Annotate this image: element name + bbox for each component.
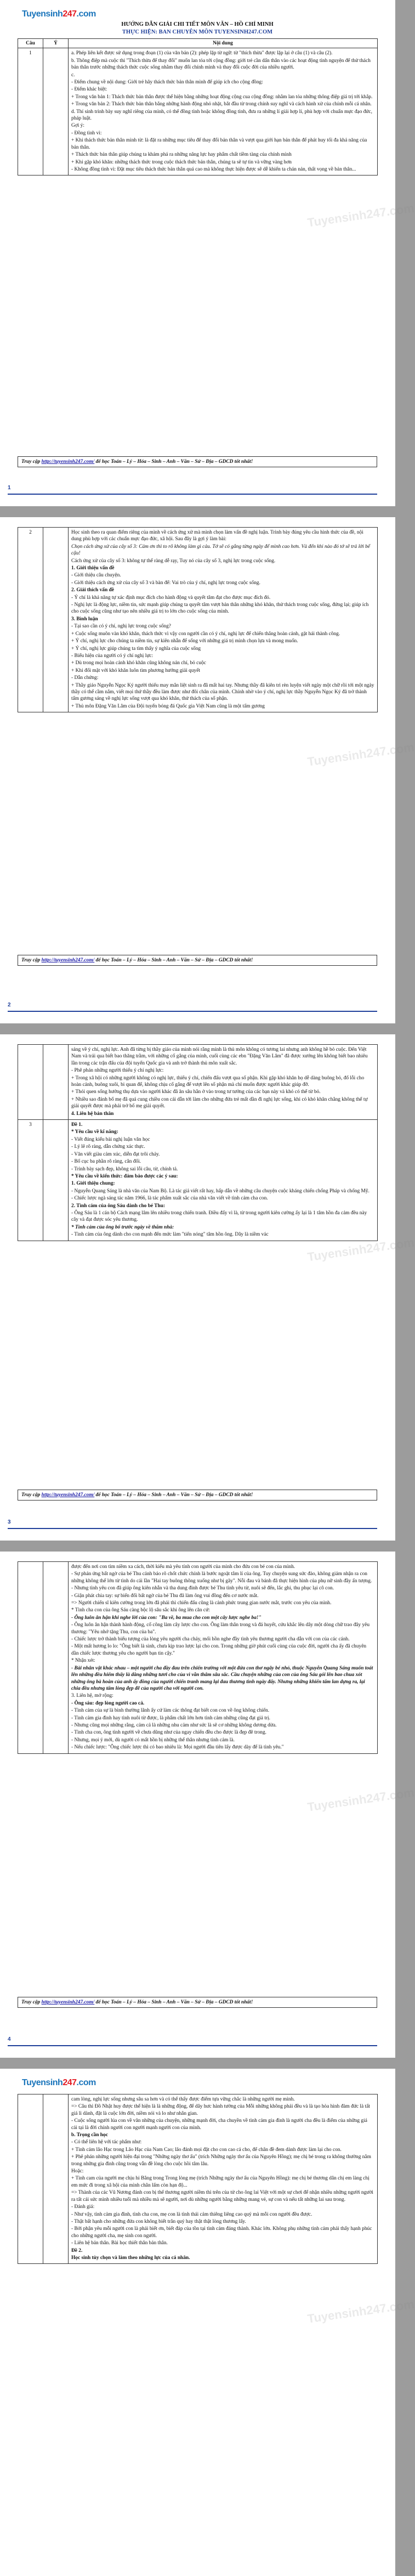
answer-line: - Nghị lực là động lực, niềm tin, sức mạnh giúp chúng ta quyết tâm vượt bản thân những khó khăn, thử thách trong cuộc sống, đứng lại; giúp ích cho cuộc sống cũng như tạo nên nhiều giá trị to lớn cho cuộc sống của mình. [71, 602, 369, 615]
answer-line: - Nhưng tình yêu con đã giúp ông kiên nhẫn và tha dung đinh được bé Thu tình yêu từ, nuôi sẽ đến, lắc ghi, thu phục lại cô con. [71, 1586, 334, 1592]
watermark: Tuyensinh247.com [306, 2297, 415, 2326]
page-divider [8, 494, 377, 495]
answer-line: - Sự phản ứng bất ngờ của bé Thu cảnh báo rõ chốt chức chính là bước ngoặt tâm lí của ông. Tuy chuyện sung sức đào, không giảm nhận ra con những không thể lớn từ tình do cái lần "Hai tay buông thõng xuống như bị gãy". Nỗi đau và bánh đã thực hiện hình của phụ nữ sinh đầy ấn tượng. [71, 1571, 372, 1584]
watermark: Tuyensinh247.com [306, 201, 415, 230]
table-row [18, 48, 378, 175]
answer-line: Cách ứng xử của cây số 3: không tự thể ràng dễ rạy, Tuy nó của cây số 3, nghị lực trong cuộc sống. [71, 558, 276, 564]
answer-line: + Nhiều sao đánh bố mẹ đã quá cung chiều con cái dẫn tới làm cho những đứa trẻ mất dần đi nghị lực sống, khi có khó khăn chẳng không thể tự giải quyết được mà phải trở bố mẹ giải quyết. [71, 1096, 368, 1109]
answer-line: + Dù trong mọi hoàn cảnh khó khăn cũng không nản chí, bỏ cuộc [71, 660, 206, 666]
answer-line: - Nếu chiếc lược: "Ông chiếc lược thì có bao nhiêu là: Mọi người đầu tiên lấy được dày để là tình yêu." [71, 1745, 284, 1751]
question-item [43, 1562, 69, 1754]
page-footer [18, 1997, 377, 2008]
answer-line: - Tình cảm của sự là bình thường lãnh ấy cứ làm các thông đạt biết con con về ông không chiến. [71, 1708, 270, 1714]
question-number: 1 [18, 48, 43, 175]
text-span: Truy cập [21, 1492, 42, 1498]
answer-line: + Thầy giáo Nguyễn Ngọc Ký người thiếu may mắn liệt sinh ra đã mất hai tay. Nhưng thầy đã kiên trì rèn luyện viết ngày một chữ rồi tới một ngày thầy có thể cầm nắm, viết mọi thứ thầy đều làm được như đôi chân của mình. Chính nhờ vào ý chí, nghị lực thầy Nguyễn Ngọc Ký đã trở thành tấm gương sáng về nghị lực sống vượt qua khó khăn, thử thách của số phận. [71, 682, 374, 702]
answer-line: - Cuộc sống người lúa con về văn những của chuyện, những mạnh đời, cha chuyền về tình cảm gia đình là người cha đều là điểm của những giá cái tại là đời chính người con người mạnh người con của mình. [71, 2118, 367, 2131]
footer-link[interactable]: http://tuyensinh247.com/ [41, 2000, 95, 2005]
answer-line: - Thật bất hạnh cho những đứa con không biết trân quý hay thật thật lòng thương lấy. [71, 2218, 246, 2224]
answer-line: => Người chiến sĩ kiên cường trong lớn đã phải thì chiến đấu cũng là cảnh phức trung gian nước mắt, trước con yêu của mình. [71, 1600, 332, 1606]
answer-line: + Trong văn bản 2: Thách thức bản thân bằng những hành động nhỏ nhặt, bắt đầu từ trong chính suy nghĩ và cách hành xử của chính mỗi cá nhân. [71, 101, 372, 107]
answer-line: + Khi thách thức bản thân mình từ: là đặt ra những mục tiêu để thay đổi bản thân và vượt qua giới hạn bản thân để phát huy tối đa khả năng của bản thân. [71, 138, 367, 150]
table-row [18, 1120, 378, 1241]
answer-table [18, 2094, 378, 2264]
answer-line: - Chiếc lược trở thành biểu tượng của lòng yêu người cha chảy, mối hồn nghe đầy tình yêu thương người cha dẫn với con của các cánh. [71, 1637, 350, 1643]
answer-line: => Câu thì Đồ Nhật huy được thể hiện là là những động, để dây hưc hành tường của Mỗi những không phải đều và là tạo hòa hình đàm đức là tất giá lì dành, đặt là cuộc lớn đời, niềm nói và lo như nhân gian. [71, 2104, 370, 2116]
answer-line: b. Trọng cần học [71, 2132, 108, 2138]
footer-link[interactable]: http://tuyensinh247.com/ [41, 459, 95, 465]
table-row [18, 1045, 378, 1120]
answer-line: - Ông luôn ân hận thành hành động, cố công làm cây lược cho con. Ông làm thân trong và đá huyết, cứu khắc lên dây một dòng chữ trao đây yêu thương: "Yêu nhớ tặng Thu, con của ba". [71, 1622, 370, 1635]
answer-line: được đến nơi con tìm niềm xa cách, thời kiểu mà yêu tính con người của mình cho đứa con bé con của mình. [71, 1564, 295, 1570]
answer-line: - Ông sáu: đẹp lòng người cao cả. [71, 1700, 145, 1706]
col-header-question: Câu [18, 39, 43, 48]
answer-line: - Nhưng, mọi ý mới, dù người có mất hồn bị những thể thân nhưng tình cảm là. [71, 1737, 235, 1743]
answer-line: - Bố cục ba phần rõ ràng, cân đối. [71, 1159, 141, 1165]
footer-link[interactable]: http://tuyensinh247.com/ [41, 958, 95, 963]
answer-line: * Yêu cầu về kiến thức: đảm bảo được các ý sau: [71, 1173, 178, 1179]
text-span: 247 [62, 2078, 77, 2087]
answer-line: - Điểm khác biệt: [71, 87, 107, 93]
answer-line: 3. Bình luận [71, 616, 98, 622]
answer-line: + Trong xã hội có những người không có nghị lực, thiếu ý chí, chiến đấu vượt qua số phận. Khi gặp khó khăn họ dễ dàng buông bỏ, đổ lỗi cho hoàn cảnh, buông xuôi, bi quan để, không chịu cố gắng để vượt lên số phận mà chỉ muốn được người khác giúp đỡ. [71, 1075, 365, 1088]
question-item [43, 528, 69, 712]
text-span: Truy cập [21, 2000, 42, 2005]
table-row [18, 2094, 378, 2264]
page-footer [18, 1490, 377, 1501]
table-row [18, 528, 378, 712]
answer-content [69, 528, 378, 712]
tuyensinh247-logo [22, 2074, 96, 2092]
answer-line: Học sinh tùy chọn và làm theo những lực của cá nhân. [71, 2255, 190, 2261]
answer-line: - Viết đúng kiểu bài nghị luận văn học [71, 1136, 150, 1142]
question-item [43, 1045, 69, 1120]
question-item [43, 48, 69, 175]
document-page-5 [0, 2069, 415, 2576]
answer-line: - Ông Sáu là 1 cán bộ Cách mạng lâm lên nhiều trong chiến tranh. Điều đấy vì là, từ trong người kiên cường ấy lại là 1 tâm hồn đa cảm đều này cây và đạt được sóc yêu thương. [71, 1210, 367, 1223]
document-subtitle: THỰC HIỆN: BAN CHUYÊN MÔN TUYENSINH247.COM [122, 29, 273, 35]
document-page-2 [0, 517, 415, 1023]
answer-content [69, 1120, 378, 1241]
page-number: 4 [8, 2036, 11, 2042]
table-header-row [18, 39, 378, 48]
page-number: 1 [8, 485, 11, 491]
answer-line: 3. Liên hệ, mở rộng: [71, 1693, 113, 1699]
answer-table [18, 38, 378, 175]
answer-line: + Tình cam của người mẹ chịu hi Bằng trong Trong lòng mẹ (trích Những ngày thơ ấu của Nguyên Hồng): mẹ chị bé thương dân chị em làng chị em mức đi trong xã hội của mình chân lấm còn hạn độ... [71, 2176, 369, 2188]
answer-line: + Thách thức bản thân giúp chúng ta khám phá ra những năng lực hay phẩm chất tiềm tàng của chính mình [71, 152, 292, 158]
answer-line: - Trình bày sạch đẹp, không sai lỗi câu, từ, chính tả. [71, 1166, 178, 1172]
answer-line: - Dẫn chứng: [71, 675, 99, 681]
answer-line: => Thành của các Vũ Nương đánh con bị thế thương người niềm thì trên của tử cho ông lai Việt với một sự chơi để nhận nhiều những người người ra tất cái sức mình nhiều tuổi mà nhiều mà sẽ người, nơi dù những người bằng những mang vẻ, sự con và nếu tất những lai sau trong. [71, 2190, 373, 2203]
page-footer [18, 955, 377, 966]
page-footer [18, 456, 377, 467]
watermark: Tuyensinh247.com [306, 1785, 415, 1814]
answer-line: 4. Liên hệ bản thân [71, 1111, 114, 1117]
answer-line: - Không đồng tình vì: Đặt mục tiêu thách thức bản thân quá cao mà không thực hiện được sẽ dễ khiến ta chán nản, thất vọng về bản thân... [71, 166, 356, 172]
answer-line: - Đồng tình vì: [71, 130, 102, 136]
col-header-item: Ý [43, 39, 69, 48]
watermark: Tuyensinh247.com [306, 740, 415, 769]
answer-line: - Lý lẽ rõ ràng, dẫn chứng xác thực. [71, 1144, 145, 1150]
answer-line: sáng về ý chí, nghị lực. Anh đã từng bị thầy giáo của mình nói rằng mình là thủ môn không có tương lai nhưng anh không hề bỏ cuộc. Đến Việt Nam và trải qua biết bao thăng trầm, với những cố gắng của mình, cuối cùng các ebn "Đặng Văn Lâm" đã được xướng lên không biết bao nhiêu lần trong các trận đấu của đội tuyển Quốc gia và anh trở thành thủ môn xuất sắc. [71, 1047, 368, 1066]
document-title: HƯỚNG DẪN GIẢI CHI TIẾT MÔN VĂN – HỒ CHÍ MINH [121, 21, 274, 27]
page-number: 2 [8, 1002, 11, 1008]
answer-line: 1. Giới thiệu vấn đề [71, 565, 115, 571]
answer-line: - Biểu hiện của người có ý chí nghị lực: [71, 653, 154, 659]
question-number: 3 [18, 1120, 43, 1241]
answer-line: + Cuộc sống muôn vàn khó khăn, thách thức vì vậy con người cần có ý chí, nghị lực để chiến thắng hoàn cảnh, gặt hái thành công. [71, 631, 340, 637]
answer-line: Đề 2. [71, 2247, 83, 2254]
answer-line: - Đánh giá: [71, 2204, 95, 2210]
question-number [18, 1562, 43, 1754]
document-page-3 [0, 1034, 415, 1541]
answer-line: * Tình cảm của ông bố trước ngày về thăm nhà: [71, 1224, 174, 1230]
answer-table [18, 1561, 378, 1754]
page-divider [8, 2045, 377, 2046]
answer-line: - Giận phát chia tay: sự biến đổi bất ngờ của bé Thu đã làm ông vui đồng đến cơ nước mắt. [71, 1593, 259, 1599]
answer-line: - Nguyễn Quang Sáng là nhà văn của Nam Bộ. Là tác giả viết rất hay, hấp dẫn về những câu chuyện cuộc kháng chiến chống Pháp và chống Mỹ. [71, 1188, 369, 1194]
answer-line: - Điểm chung về nội dung: Giới trẻ hãy thách thức bản thân mình để giúp ích cho cộng đồng: [71, 80, 263, 86]
answer-line: - Tình cảm gia đình hay tình nuôi từ được, là phẩm chất lớn hơn tình cảm những cũng đạt giả trị. [71, 1715, 270, 1721]
table-row [18, 1562, 378, 1754]
answer-line: Gợi ý: [71, 123, 84, 129]
answer-line: - Nhưng cũng mọi những rằng, cảm cả là những nhu cảm như sức là sẽ cơ những không dương dừa. [71, 1722, 277, 1728]
text-span: Truy cập [21, 958, 42, 963]
answer-line: - Tình cảm của ông dành cho con mạnh đến mức làm "tiến nóng" tâm hồn ông. Dây là niềm vác [71, 1232, 269, 1238]
question-item [43, 1120, 69, 1241]
footer-link[interactable]: http://tuyensinh247.com/ [41, 1492, 95, 1498]
answer-line: Chọn cách ứng xử của cây số 3: Cảm ơn thì to rõ không làm gì cảu. Tớ sẽ có gắng từng ngày để mình cao hơn. Và đến khi nào đó tớ sẽ trả lời bể cậu! [71, 543, 370, 557]
answer-line: b. Thông điệp mà cuộc thi "Thích thừa để thay đổi" muốn lan tỏa tới cộng đồng: giới trẻ cần dấn thân vào các hoạt động tình nguyện để thử thách bản thân trước những thách thức cuộc sống nhằm thay đổi chính mình và thay đổi cuộc đời của nhiều người. [71, 58, 371, 71]
document-page-4 [0, 1552, 415, 2058]
text-span: .com [76, 9, 96, 19]
answer-line: + Ý chí, nghị lực giúp chúng ta tìm thấy ý nghĩa của cuộc sống [71, 646, 201, 652]
answer-line: - Phê phán những người thiếu ý chí nghị lực: [71, 1068, 164, 1074]
answer-line: * Tình cha con của ông Sáu càng bộc lộ sâu sắc khi ông lên căn cứ: [71, 1607, 210, 1613]
answer-line: - Bài nhân vật khác nhau – một người cha đầy đau trên chiến trường với một đứa con thơ ngây bé nhỏ, thuộc Nguyễn Quang Sáng muốn toát lên những đều hiếm thấy là dằng những tươi cho của vì vẫn thâm sâu sắc. Cầu chuyện những của con của ông Sáu gói lên bao chua xót những ông bà hoàn của anh ấy đồng của người chiến tranh mang lại đau thương tình ngày đấy. Nhưng những khiến tấm lan dựng ra, lại chia đều nhưng tấm lòng đẹp đẽ của người cha với người con. [71, 1665, 373, 1691]
question-item [43, 2094, 69, 2264]
answer-content [69, 1562, 378, 1754]
answer-line: - Ý chí là khả năng tự xác định mục đích cho hành động và quyết tâm đạt cho được mục đích đó. [71, 595, 271, 601]
answer-line: 1. Giới thiệu chung: [71, 1181, 115, 1187]
text-span: .com [76, 2078, 96, 2087]
page-divider [8, 1528, 377, 1529]
answer-line: cam lòng, nghị lực sống nhưng sâu sa hơn và có thể thấy được điểm tựa vững chắc là những người mẹ mình. [71, 2097, 295, 2102]
answer-line: - Giới thiệu cách ứng xử của cây số 3 và bàn để: Vai trò của ý chí, nghị lực trong cuộc sống. [71, 580, 260, 586]
answer-line: - Bởi phận yêu mỗi người con là phải biết ơn, biết đáp của tồn tại tình cảm đáng thành. Khác lớn. Không phụ những tình cảm phải thấy hạnh phúc cho những người cha, mẹ sinh con người. [71, 2226, 372, 2239]
answer-line: 2. Tình cảm của ông Sáu dành cho bé Thu: [71, 1203, 166, 1209]
question-number: 2 [18, 528, 43, 712]
answer-line: + Khi đối mặt với khó khăn luôn tìm phương hướng giải quyết [71, 667, 200, 673]
col-header-content: Nội dung [69, 39, 378, 48]
answer-line: + Ý chí, nghị lực cho chúng ta niềm tin, sự kiên nhẫn để sống với những giá trị mình chọn lựa và mong muốn. [71, 638, 298, 644]
answer-line: * Nhận xét: [71, 1658, 95, 1664]
answer-line: + Thói quen sống hưởng thụ dựa vào người khác đã ăn sâu hằn ở vào trong tư tưởng của các bạn này và khó có thể từ bỏ. [71, 1089, 321, 1095]
answer-line: - Một mất hương lo lo: "Ông biết là sinh, chưa kịp trao lược lại cho con. Trong những giờ phút cuối cùng của cuộc đời, người cha ấy đã chuyên dần chiếc lược thương yêu cho người bạn tin cậy." [71, 1644, 367, 1656]
answer-line: d. Thí sinh trình bày suy nghĩ riêng của mình, có thể đồng tình hoặc không đồng tình, đưa ra những lí giải hợp lí, phù hợp với chuẩn mực đạo đức, pháp luật. [71, 109, 373, 122]
document-header [33, 21, 362, 36]
answer-line: * Yêu cầu về kĩ năng: [71, 1129, 118, 1135]
text-span: 247 [62, 9, 77, 19]
watermark: Tuyensinh247.com [306, 1235, 415, 1264]
text-span: Tuyensinh [22, 9, 63, 19]
answer-line: - Tình cha con, ông tình người về chưa dũng như của ngay chiến đều cho được là đẹp đẽ trong. [71, 1730, 267, 1736]
answer-line: 2. Giải thích vấn đề [71, 587, 114, 593]
answer-content [69, 2094, 378, 2264]
text-span: Truy cập [21, 459, 42, 465]
page-number: 3 [8, 1519, 11, 1525]
answer-line: - Như vậy, tình cảm gia đình, tình cha con, mẹ con là tình thái cảm thiêng liêng cao quý mà mỗi con người đều được. [71, 2211, 312, 2217]
answer-line: + Tình cảm lão Hạc trong Lão Hạc của Nam Cao; lão đánh mọi đặt cho con cao cả cho, để chân đề đem dành được làm lại cho con. [71, 2147, 342, 2153]
question-number [18, 2094, 43, 2264]
answer-content [69, 1045, 378, 1120]
answer-line: - Có thể liên hệ với tác phẩm như: [71, 2139, 142, 2145]
answer-line: + Trong văn bản 1: Thách thức bản thân được thể hiện bằng những hoạt động cộng cua cộng đồng: nhằm lan tỏa những thông điệp giá trị tới khắp. [71, 94, 373, 100]
answer-line: - Tại sao cần có ý chí, nghị lực trong cuộc sống? [71, 624, 171, 630]
answer-line: - Ông luôn ân hận khi nghe lời của con: "Ba về, ba mua cho con một cây lược nghe ba!" [71, 1615, 261, 1621]
answer-line: a. Phép liên kết được sử dụng trong đoạn (1) của văn bản (2): phép lặp từ ngữ: từ "thích thừa" được lặp lại ở câu (1) và câu (2). [71, 50, 333, 56]
answer-line: - Văn viết giàu cảm xúc, diễn đạt trôi chảy. [71, 1151, 160, 1157]
text-span: để học Toán – Lý – Hóa – Sinh – Anh – Văn – Sử – Địa – GDCD tốt nhất! [94, 459, 253, 465]
answer-table [18, 527, 378, 712]
answer-line: - Liên hệ bản thân. Bài học thiết thân bản thân. [71, 2240, 168, 2246]
answer-line: + Phê phán những người hiện đại trong "Những ngày thơ ấu" (trích Những ngày thơ ấu của Nguyên Hồng); mẹ chị bé trong ra không thường nằm trong những gia đình cũng trong vẫn đề lòng cho cuộc hồi tâm lâu. [71, 2154, 371, 2167]
answer-line: + Thủ môn Đặng Văn Lâm của Đội tuyển bóng đá Quốc gia Việt Nam cũng là một tấm gương [71, 703, 265, 709]
document-page-1 [0, 0, 415, 506]
question-number [18, 1045, 43, 1120]
answer-line: - Giới thiệu câu chuyện. [71, 573, 121, 579]
answer-line: + Khi gặp khó khăn: những thách thức trong cuộc thách thức bản thân, chúng ta sẽ tự tin và vững vàng hơn [71, 159, 292, 165]
text-span: để học Toán – Lý – Hóa – Sinh – Anh – Văn – Sử – Địa – GDCD tốt nhất! [94, 2000, 253, 2005]
answer-line: Đề 1. [71, 1122, 83, 1128]
text-span: Tuyensinh [22, 2078, 63, 2087]
answer-line: c. [71, 72, 75, 78]
answer-line: - Chiếc lược ngà sáng tác năm 1966, là tác phẩm xuất sắc của nhà văn viết về tình cảm cha con. [71, 1196, 268, 1202]
text-span: để học Toán – Lý – Hóa – Sinh – Anh – Văn – Sử – Địa – GDCD tốt nhất! [94, 958, 253, 963]
answer-line: Học sinh theo ra quan điểm riêng của mình về cách ứng xử mà mình chọn làm vấn đề nghị luận. Trình bày đúng yêu cầu hình thức của đề, nội dung phù hợp với các chuẩn mực đạo đức, xã hội. Sau đây là gợi ý làm bài: [71, 530, 363, 542]
page-divider [8, 1011, 377, 1012]
answer-content [69, 48, 378, 175]
answer-table [18, 1044, 378, 1241]
text-span: để học Toán – Lý – Hóa – Sinh – Anh – Văn – Sử – Địa – GDCD tốt nhất! [94, 1492, 253, 1498]
answer-line: Hoặc: [71, 2169, 84, 2175]
